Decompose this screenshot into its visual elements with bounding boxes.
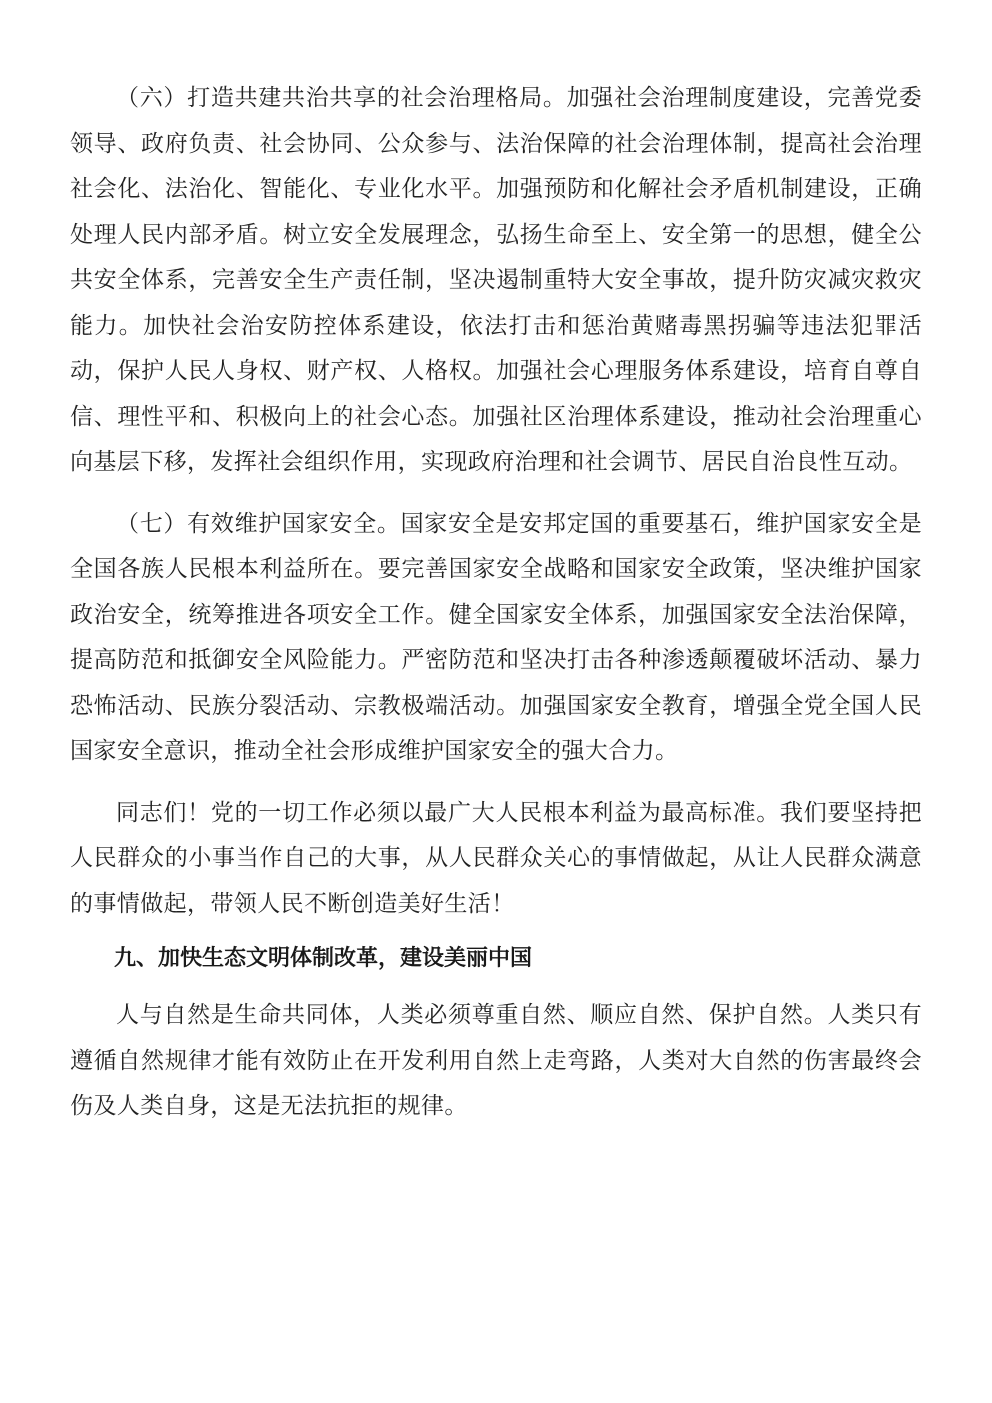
section-heading-ecological-civilization: 九、加快生态文明体制改革，建设美丽中国 <box>114 946 533 971</box>
paragraph-human-nature: 人与自然是生命共同体，人类必须尊重自然、顺应自然、保护自然。人类只有遵循自然规律才能有效防止在开发利用自然上走弯路，人类对大自然的伤害最终会伤及人类自身，这是无法抗拒的规律。 <box>70 1002 922 1119</box>
paragraph-national-security: （七）有效维护国家安全。国家安全是安邦定国的重要基石，维护国家安全是全国各族人民根本利益所在。要完善国家安全战略和国家安全政策，坚决维护国家政治安全，统筹推进各项安全工作。健全国家安全体系，加强国家安全法治保障，提高防范和抵御安全风险能力。严密防范和坚决打击各种渗透颠覆破坏活动、暴力恐怖活动、民族分裂活动、宗教极端活动。加强国家安全教育，增强全党全国人民国家安全意识，推动全社会形成维护国家安全的强大合力。 <box>70 510 922 764</box>
paragraph-comrades-closing: 同志们！党的一切工作必须以最广大人民根本利益为最高标准。我们要坚持把人民群众的小事当作自己的大事，从人民群众关心的事情做起，从让人民群众满意的事情做起，带领人民不断创造美好生活！ <box>70 799 922 917</box>
document-page <box>70 76 922 1130</box>
paragraph-social-governance: （六）打造共建共治共享的社会治理格局。加强社会治理制度建设，完善党委领导、政府负责、社会协同、公众参与、法治保障的社会治理体制，提高社会治理社会化、法治化、智能化、专业化水平。加强预防和化解社会矛盾机制建设，正确处理人民内部矛盾。树立安全发展理念，弘扬生命至上、安全第一的思想，健全公共安全体系，完善安全生产责任制，坚决遏制重特大安全事故，提升防灾减灾救灾能力。加快社会治安防控体系建设，依法打击和惩治黄赌毒黑拐骗等违法犯罪活动，保护人民人身权、财产权、人格权。加强社会心理服务体系建设，培育自尊自信、理性平和、积极向上的社会心态。加强社区治理体系建设，推动社会治理重心向基层下移，发挥社会组织作用，实现政府治理和社会调节、居民自治良性互动。 <box>70 85 922 475</box>
